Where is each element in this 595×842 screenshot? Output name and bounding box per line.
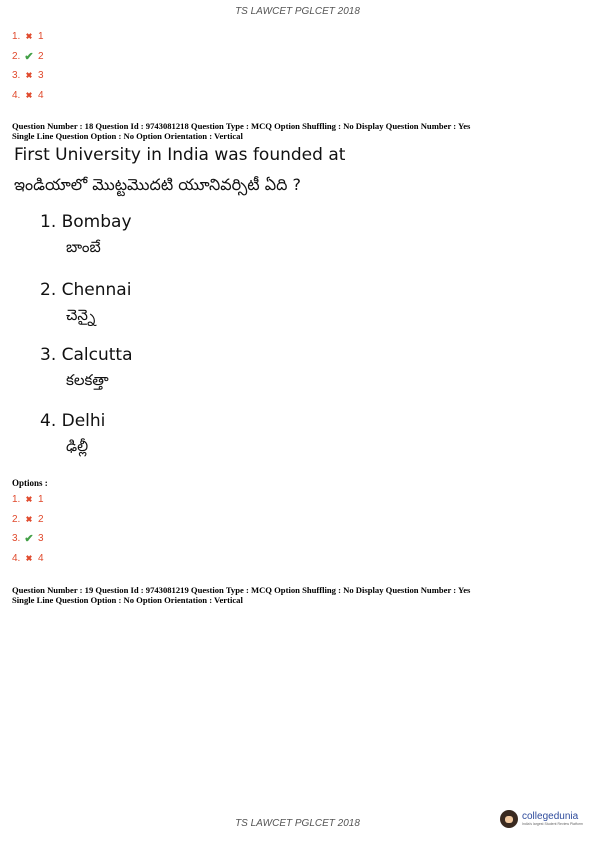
question-meta-line: Single Line Question Option : No Option Orientation : Vertical: [12, 595, 243, 605]
collegedunia-logo: [500, 806, 592, 832]
choice-telugu: బాంబే: [66, 238, 101, 256]
option-row: [12, 47, 44, 67]
option-row: [12, 86, 44, 106]
option-value: 2: [38, 513, 44, 525]
question-18-options-list: [12, 490, 44, 568]
logo-name: collegedunia: [522, 811, 579, 822]
option-row: [12, 490, 44, 510]
option-value: 3: [38, 70, 44, 82]
option-value: 1: [38, 494, 44, 506]
checkmark-icon: ✔: [24, 50, 34, 63]
option-row: [12, 529, 44, 549]
option-row: [12, 549, 44, 569]
option-number: 2.: [12, 513, 21, 525]
cross-icon: ✖: [25, 514, 33, 524]
choice-telugu: ఢిల్లీ: [66, 437, 89, 455]
question-19-meta: [12, 585, 587, 605]
option-value: 2: [38, 50, 44, 62]
page-footer: TS LAWCET PGLCET 2018: [235, 818, 360, 829]
choice-item: [40, 411, 105, 459]
choice-item: [40, 345, 133, 393]
question-text-telugu: ఇండియాలో మొట్టమొదటి యూనివర్సిటీ ఏది ?: [14, 175, 301, 194]
option-row: [12, 510, 44, 530]
option-number: 4.: [12, 89, 21, 101]
options-label: Options :: [12, 478, 48, 488]
option-value: 1: [38, 31, 44, 43]
previous-options-list: [12, 27, 44, 105]
question-meta-line: Question Number : 19 Question Id : 9743081219 Question Type : MCQ Option Shuffling : No Display Question Number : Yes: [12, 585, 471, 595]
choice-telugu: చెన్నై: [66, 306, 96, 324]
choice-english: 4. Delhi: [40, 411, 106, 431]
option-number: 3.: [12, 70, 21, 82]
question-meta-line: Question Number : 18 Question Id : 9743081218 Question Type : MCQ Option Shuffling : No Display Question Number : Yes: [12, 121, 471, 131]
cross-icon: ✖: [25, 90, 33, 100]
logo-tagline: India's largest Student Review Platform: [522, 822, 583, 826]
option-number: 3.: [12, 533, 21, 545]
option-value: 4: [38, 89, 44, 101]
choice-english: 3. Calcutta: [40, 345, 133, 365]
cross-icon: ✖: [25, 495, 33, 505]
mascot-icon: [500, 810, 518, 828]
option-value: 3: [38, 533, 44, 545]
checkmark-icon: ✔: [24, 533, 34, 546]
option-number: 1.: [12, 31, 21, 43]
page-header: TS LAWCET PGLCET 2018: [235, 6, 360, 17]
choice-english: 2. Chennai: [40, 280, 132, 300]
choice-item: [40, 280, 131, 328]
option-row: [12, 66, 44, 86]
option-value: 4: [38, 552, 44, 564]
choice-english: 1. Bombay: [40, 212, 132, 232]
cross-icon: ✖: [25, 32, 33, 42]
question-text-english: First University in India was founded at: [14, 145, 346, 165]
question-18-meta: [12, 121, 587, 141]
option-row: [12, 27, 44, 47]
cross-icon: ✖: [25, 553, 33, 563]
option-number: 1.: [12, 494, 21, 506]
choice-telugu: కలకత్తా: [66, 371, 109, 389]
option-number: 4.: [12, 552, 21, 564]
option-number: 2.: [12, 50, 21, 62]
cross-icon: ✖: [25, 71, 33, 81]
question-meta-line: Single Line Question Option : No Option Orientation : Vertical: [12, 131, 243, 141]
choice-item: [40, 212, 132, 260]
